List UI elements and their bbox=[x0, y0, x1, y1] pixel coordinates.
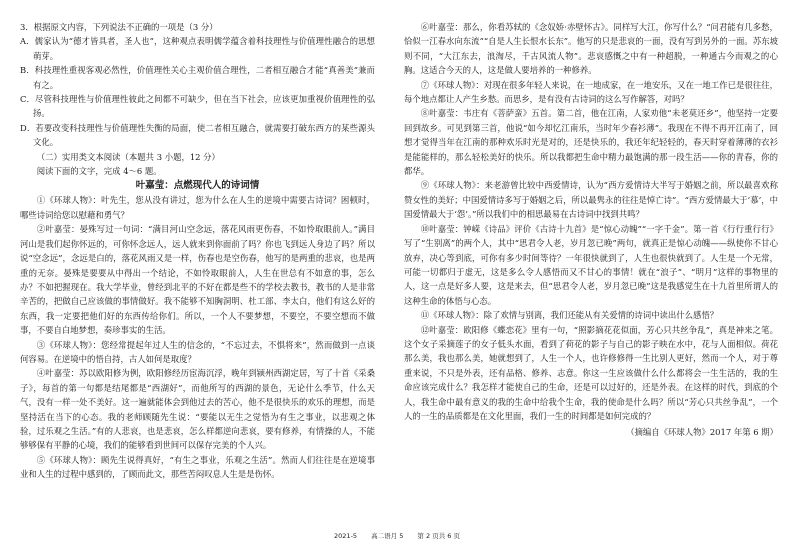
paragraph-10: ⑩叶嘉莹：钟嵘《诗品》评价《古诗十九首》是“惊心动魄”“一字千金”。第一首《行行重行行》写了“生别离”的两个人，其中“思君令人老，岁月忽已晚”两句，就真正是惊心动魄——纵使你不甘心放弃，决心等到底，可你有多少时间等待？一年很快就到了，人生也很快就到了。人生是一个无常，可能一切都归于虚无，这是多么令人感悟而又不甘心的事情！就在“浪子”、“明月”这样的事物里的人，这一点是好多人要，这是来去，但“思君令人老，岁月忽已晚”这是我感觉生在十九首里所谓人的这种生命的体悟与心态。 bbox=[404, 223, 778, 306]
paragraph-1: ①《环球人物》：叶先生，您从没有讲过，您为什么在人生的逆境中需要古诗词？困顿时，哪些诗词给您以慰藉和勇气？ bbox=[20, 195, 375, 220]
paragraph-11: ⑪《环球人物》：除了欢情与别离，我们还能从有关爱情的诗词中读出什么感悟？ bbox=[420, 310, 719, 321]
paragraph-5: ⑤《环球人物》：顾先生说得真好，“有生之事业，乐观之生活”。然而人们往往是在逆境事业和人生的过程中感到的，了顾而此文，那些苦闷叹息人生是是伤怀。 bbox=[20, 454, 375, 480]
paragraph-8: ⑧叶嘉莹：韦庄有《菩萨蛮》五首。第二首，他在江南，人家劝他“未老莫还乡”，他坚持一定要回到故乡。可见到第三首，他说“如今却忆江南乐，当时年少春衫薄”。我现在不得不再开江南了，回想才觉得当年在江南的那种欢乐时光是对的，还是快乐的，我还年纪轻轻的，春天时穿着薄薄的衣衫是能能样的，那么轻松美好的快乐。所以我都把生命中精力最饱满的那一段生活——你的青春，你的都华。 bbox=[404, 108, 778, 177]
footer-grade: 高二语月 5 bbox=[371, 532, 404, 540]
article-title: 叶嘉莹：点燃现代人的诗词情 bbox=[135, 180, 260, 192]
paragraph-12: ⑫叶嘉莹：欧阳修《蝶恋花》里有一句，“照影摘花花似面，芳心只共丝争乱”，真是神来之笔。这个女子采摘莲子的女子低头水面，看到了荷花的影子与自己的影子映在水中，花与人面相似。荷花那么美，我也那么美，她就想到了，人生一个人，也许修修得一生比别人更好，然而一个人，对于尊重来说，不只是外表，还有品格、修养、志意。你这一生应该做什么什么都将会一生生活的，我的生命应该完成什么？我怎样才能使自己的生命，还是可以过好的，还是外表。在这样的时代，到底的个人，我生命中最有意义的我的生命中给我个生命，我的使命是什么吗？所以“芳心只共丝争乱”，一个人的一生的品质都是在文化里面，我们一生的时间都是如何完成的？ bbox=[404, 324, 778, 421]
footer-date: 2021-5 bbox=[334, 532, 358, 540]
question-3-stem: 3．根据原文内容，下列说法不正确的一项是（3 分） bbox=[20, 22, 218, 32]
question-3-option-b: B．科技理性重视客观必然性，价值理性关心主观价值合理性，二者相互融合才能“真善美”兼而有之。 bbox=[20, 65, 375, 90]
paragraph-7: ⑦《环球人物》：对现在很多年轻人来说，在一地成家，在一地安乐，又在一地工作已是很往往，每个地点都让人产生乡愁。而思乡，是有没有古诗词的这么写作解答，对吗？ bbox=[404, 79, 778, 105]
question-3-option-c: C．尽管科技理性与价值理性彼此之间都不可缺少，但在当下社会，应该更加重视价值理性的弘扬。 bbox=[20, 94, 375, 119]
right-column bbox=[404, 20, 778, 440]
question-3-option-d: D．若要改变科技理性与价值理性失衡的局面，使二者相互融合，就需要打破东西方的某些源头文化。 bbox=[20, 122, 375, 148]
question-3-option-a: A．儒家认为“德才皆具者，圣人也”，这种观点表明儒学蕴含着科技理性与价值理性融合的思想萌芽。 bbox=[20, 36, 375, 61]
section-title: （二）实用类文本阅读（本题共 3 小题，12 分） bbox=[36, 151, 220, 162]
paragraph-9: ⑨《环球人物》：来老游曾比较中西爱情诗，认为“西方爱情诗大半写于婚姻之前，所以最喜欢称赞女性的美好；中国爱情诗多写于婚姻之后，所以最隽永的往往是悼亡诗”。“西方爱情最大于‘慕’，中国爱情最大于‘怨’。”所以我们中的相思最易在古诗词中找到共鸣？ bbox=[404, 180, 779, 220]
left-column bbox=[20, 20, 375, 482]
footer-page-number: 第 2 页共 6 页 bbox=[417, 532, 460, 540]
article-source: （摘编自《环球人物》2017 年第 6 期） bbox=[626, 427, 778, 438]
paragraph-3: ③《环球人物》：您经常提起年过人生的信念的，“不忘过去，不惧将来”，然而做到一点谈何容易。在逆境中的悟自持，古人如何是取度？ bbox=[20, 339, 375, 364]
paragraph-6: ⑥叶嘉莹：那么，你看苏轼的《念奴娇·赤壁怀古》。同样写大江，你写什么？“问君能有几多愁，恰似一江春水向东流”“自是人生长恨水长东”。他写的只是悲哀的一面，没有写到另外的一面。苏东坡则不同，“大江东去，浪淘尽，千古风流人物”。悲哀感慨之中有一种超脱，一种通古今而观之的心胸。这适合今天的人，这是做人要培养的一种修养。 bbox=[404, 22, 778, 76]
page-footer bbox=[0, 531, 794, 540]
paragraph-2: ②叶嘉莹：晏殊写过一句词：“满目河山空念远，落花风雨更伤春，不如怜取眼前人。”满目河山是我们起你怀远的，可你怀念远人，远人就来到你面前了吗？你也飞到远人身边了吗？所以说“空念远”，念远是白的，落花风雨又是一样，伤春也是空伤春，他写的是两重的悲哀，也是两重的无奈。晏殊是要要从中得出一个结论，不如怜取眼前人，人生在世总有不如意的事，怎么办？不如把握现在。我大学毕业，曾经到北平的不好在都是些不的学校去教书，教书的人是非常辛苦的，把做自己应该做的事情做好。我不能够不知胸洞明、杜工部、李太白，他们有这么好的东西，我一定要把他们好的东西传给你们。所以，一个人不要梦想，不要空，不要空想而不做事，不要自白地梦想，奏珍事实的生活。 bbox=[20, 224, 375, 336]
paragraph-4: ④叶嘉莹：苏以欧阳修为例，欧阳修经历宦海沉浮，晚年到颍州西湖定居，写了十首《采桑子》，每首的第一句都是结尾都是“西湖好”，而他所写的西湖的景色，无论什么季节，什么天气，没有一样一处不美好。这一遍就能体会到他过去的苦心，他不是很快乐的欢乐的理想，而是坚持活在当下的心态。我的老师顾随先生说：“要能以无生之觉悟为有生之事业，以悲观之体验，过乐观之生活。”有的人悲哀，也是悲哀，怎么样都逆向悲哀，要有修养，有情操的人，不能够够保有平静的心境，我们的能够看到世间可以保存完美的个人兴。 bbox=[20, 368, 375, 451]
section-instruction: 阅读下面的文字，完成 4～6 题。 bbox=[36, 166, 162, 177]
